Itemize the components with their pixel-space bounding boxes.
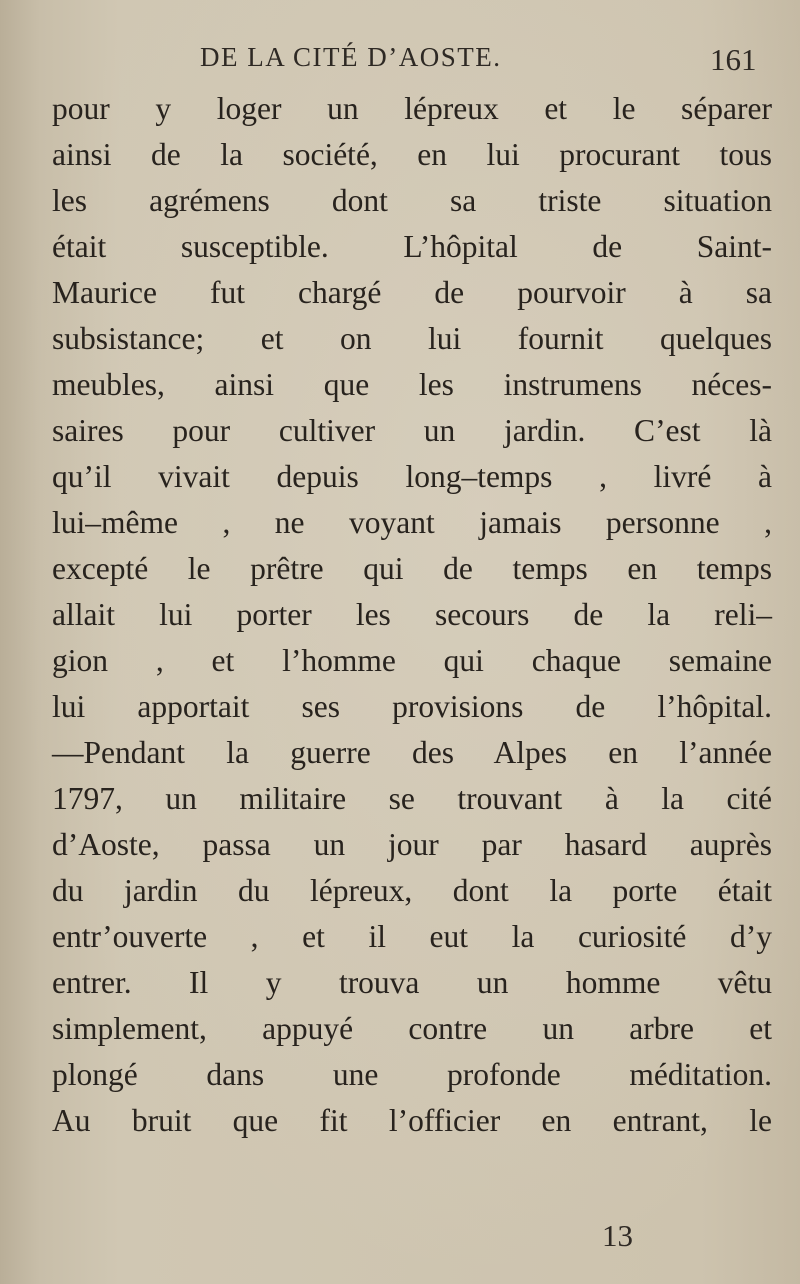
page-number: 161	[710, 42, 757, 77]
text-line: Maurice fut chargé de pourvoir à sa	[52, 275, 772, 310]
text-line: simplement, appuyé contre un arbre et	[52, 1011, 772, 1046]
text-line: entr’ouverte , et il eut la curiosité d’y	[52, 919, 772, 954]
text-line: excepté le prêtre qui de temps en temps	[52, 551, 772, 586]
running-head-title: DE LA CITÉ D’AOSTE.	[200, 42, 502, 72]
text-line: était susceptible. L’hôpital de Saint-	[52, 229, 772, 264]
text-line: entrer. Il y trouva un homme vêtu	[52, 965, 772, 1000]
text-line: meubles, ainsi que les instrumens néces-	[52, 367, 772, 402]
text-line: 1797, un militaire se trouvant à la cité	[52, 781, 772, 816]
text-line: gion , et l’homme qui chaque semaine	[52, 643, 772, 678]
text-line: saires pour cultiver un jardin. C’est là	[52, 413, 772, 448]
text-line: —Pendant la guerre des Alpes en l’année	[52, 735, 772, 770]
text-line: ainsi de la société, en lui procurant tous	[52, 137, 772, 172]
body-text	[52, 86, 772, 1144]
text-line: plongé dans une profonde méditation.	[52, 1057, 772, 1092]
text-line: qu’il vivait depuis long–temps , livré à	[52, 459, 772, 494]
text-line: d’Aoste, passa un jour par hasard auprès	[52, 827, 772, 862]
text-line: Au bruit que fit l’officier en entrant, le	[52, 1103, 772, 1138]
text-line: pour y loger un lépreux et le séparer	[52, 91, 772, 126]
signature-mark: 13	[602, 1218, 633, 1253]
text-line: allait lui porter les secours de la reli–	[52, 597, 772, 632]
text-line: du jardin du lépreux, dont la porte était	[52, 873, 772, 908]
text-line: lui apportait ses provisions de l’hôpital.	[52, 689, 772, 724]
text-line: lui–même , ne voyant jamais personne ,	[52, 505, 772, 540]
text-line: les agrémens dont sa triste situation	[52, 183, 772, 218]
text-line: subsistance; et on lui fournit quelques	[52, 321, 772, 356]
